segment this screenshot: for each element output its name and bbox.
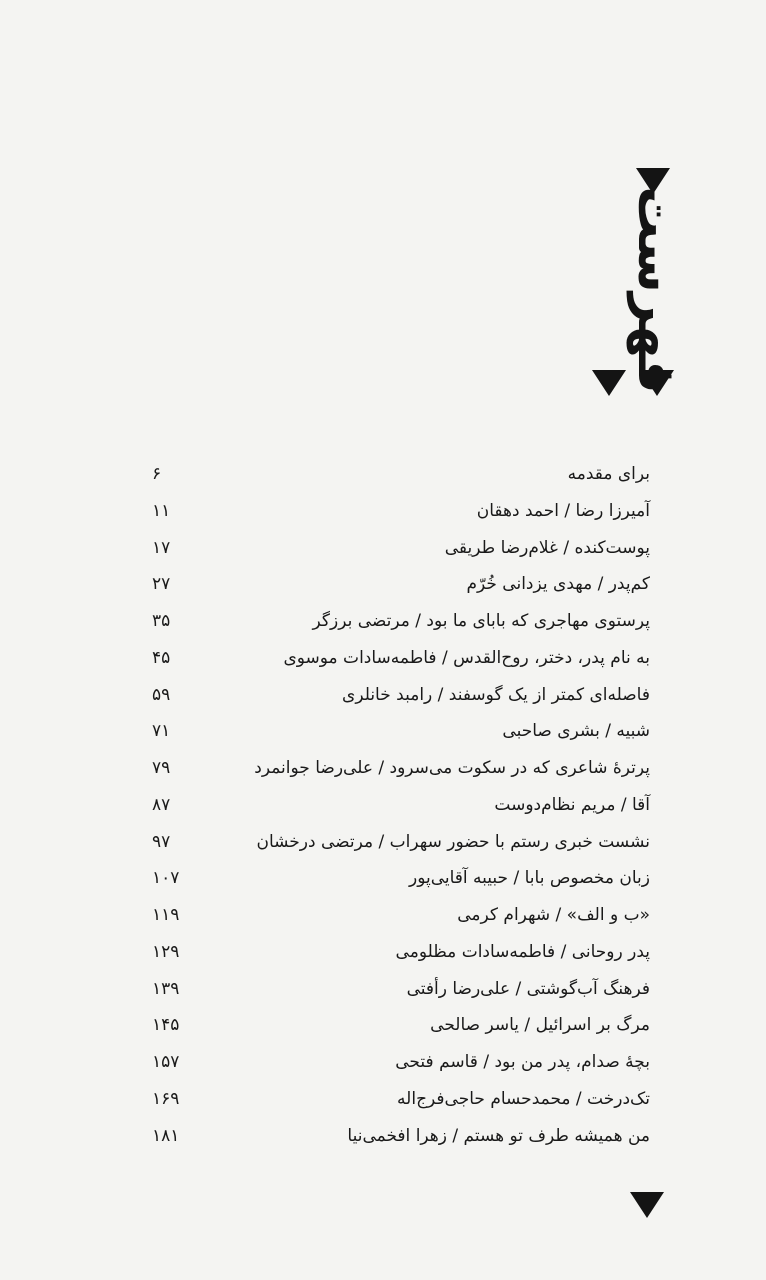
toc-entry xyxy=(140,715,660,752)
toc-entry-page: ۱۱ xyxy=(152,500,171,521)
toc-entry-title: پدر روحانی / فاطمه‌سادات مظلومی xyxy=(395,941,650,962)
toc-entry-title: بچهٔ صدام، پدر من بود / قاسم فتحی xyxy=(395,1052,650,1072)
toc-entry-page: ۱۶۹ xyxy=(152,1088,180,1109)
toc-entry-page: ۷۹ xyxy=(152,758,171,778)
toc-entry-title: پوست‌کنده / غلام‌رضا طریقی xyxy=(444,537,650,558)
toc-entry-page: ۶ xyxy=(152,464,162,484)
toc-entry xyxy=(140,1083,660,1120)
toc-entry-title: فرهنگ آب‌گوشتی / علی‌رضا رأفتی xyxy=(406,978,650,999)
toc-entry-page: ۱۴۵ xyxy=(152,1015,180,1036)
toc-entry-page: ۱۰۷ xyxy=(152,868,180,889)
toc-entry xyxy=(140,532,660,569)
toc-entry-title: کم‌پدر / مهدی یزدانی خُرّم xyxy=(466,574,650,595)
toc-entry xyxy=(140,605,660,642)
toc-entry xyxy=(140,973,660,1010)
toc-entry-page: ۱۱۹ xyxy=(152,905,180,925)
toc-entry-page: ۱۳۹ xyxy=(152,978,180,999)
page-title: فهرست xyxy=(626,186,686,394)
toc-entry xyxy=(140,789,660,826)
toc-entry-page: ۵۹ xyxy=(152,684,171,705)
toc-entry-page: ۴۵ xyxy=(152,647,171,668)
toc-entry xyxy=(140,899,660,936)
toc-entry-page: ۱۸۱ xyxy=(152,1125,180,1146)
toc-entry-page: ۱۷ xyxy=(152,537,171,558)
table-of-contents xyxy=(140,458,660,1156)
toc-entry xyxy=(140,642,660,679)
toc-entry xyxy=(140,936,660,973)
toc-entry-title: تک‌درخت / محمدحسام حاجی‌فرج‌اله xyxy=(397,1088,650,1109)
toc-entry xyxy=(140,458,660,495)
toc-entry xyxy=(140,679,660,716)
toc-entry-title: فاصله‌ای کمتر از یک گوسفند / رامبد خانلری xyxy=(342,684,650,705)
toc-entry-title: نشست خبری رستم با حضور سهراب / مرتضی درخشان xyxy=(256,831,650,852)
toc-entry-page: ۸۷ xyxy=(152,794,171,815)
toc-entry xyxy=(140,1009,660,1046)
triangle-down-icon xyxy=(592,370,626,396)
toc-entry-title: مرگ بر اسرائیل / یاسر صالحی xyxy=(430,1015,650,1036)
toc-entry-title: من همیشه طرف تو هستم / زهرا افخمی‌نیا xyxy=(347,1125,650,1146)
toc-entry-title: آقا / مریم نظام‌دوست xyxy=(494,794,650,815)
toc-entry-page: ۷۱ xyxy=(152,721,171,742)
toc-entry-page: ۳۵ xyxy=(152,611,171,631)
toc-entry-title: «ب و الف» / شهرام کرمی xyxy=(457,905,650,925)
toc-entry-title: زبان مخصوص بابا / حبیبه آقایی‌پور xyxy=(409,868,650,889)
toc-entry-title: آمیرزا رضا / احمد دهقان xyxy=(476,500,650,521)
toc-entry-title: برای مقدمه xyxy=(567,464,650,484)
toc-entry xyxy=(140,752,660,789)
toc-entry-page: ۲۷ xyxy=(152,574,171,595)
triangle-down-icon xyxy=(630,1192,664,1218)
toc-entry-title: پرترهٔ شاعری که در سکوت می‌سرود / علی‌رضا جوانمرد xyxy=(254,758,650,778)
toc-entry xyxy=(140,568,660,605)
toc-entry xyxy=(140,495,660,532)
toc-entry-page: ۹۷ xyxy=(152,831,171,852)
toc-entry xyxy=(140,826,660,863)
toc-entry-page: ۱۲۹ xyxy=(152,941,180,962)
toc-entry xyxy=(140,862,660,899)
triangle-down-icon xyxy=(640,370,674,396)
toc-entry-page: ۱۵۷ xyxy=(152,1052,180,1072)
toc-entry xyxy=(140,1120,660,1157)
toc-entry xyxy=(140,1046,660,1083)
toc-entry-title: شبیه / بشری صاحبی xyxy=(502,721,650,742)
toc-entry-title: به نام پدر، دختر، روح‌القدس / فاطمه‌سادات موسوی xyxy=(283,647,650,668)
toc-entry-title: پرستوی مهاجری که بابای ما بود / مرتضی برزگر xyxy=(312,611,650,631)
